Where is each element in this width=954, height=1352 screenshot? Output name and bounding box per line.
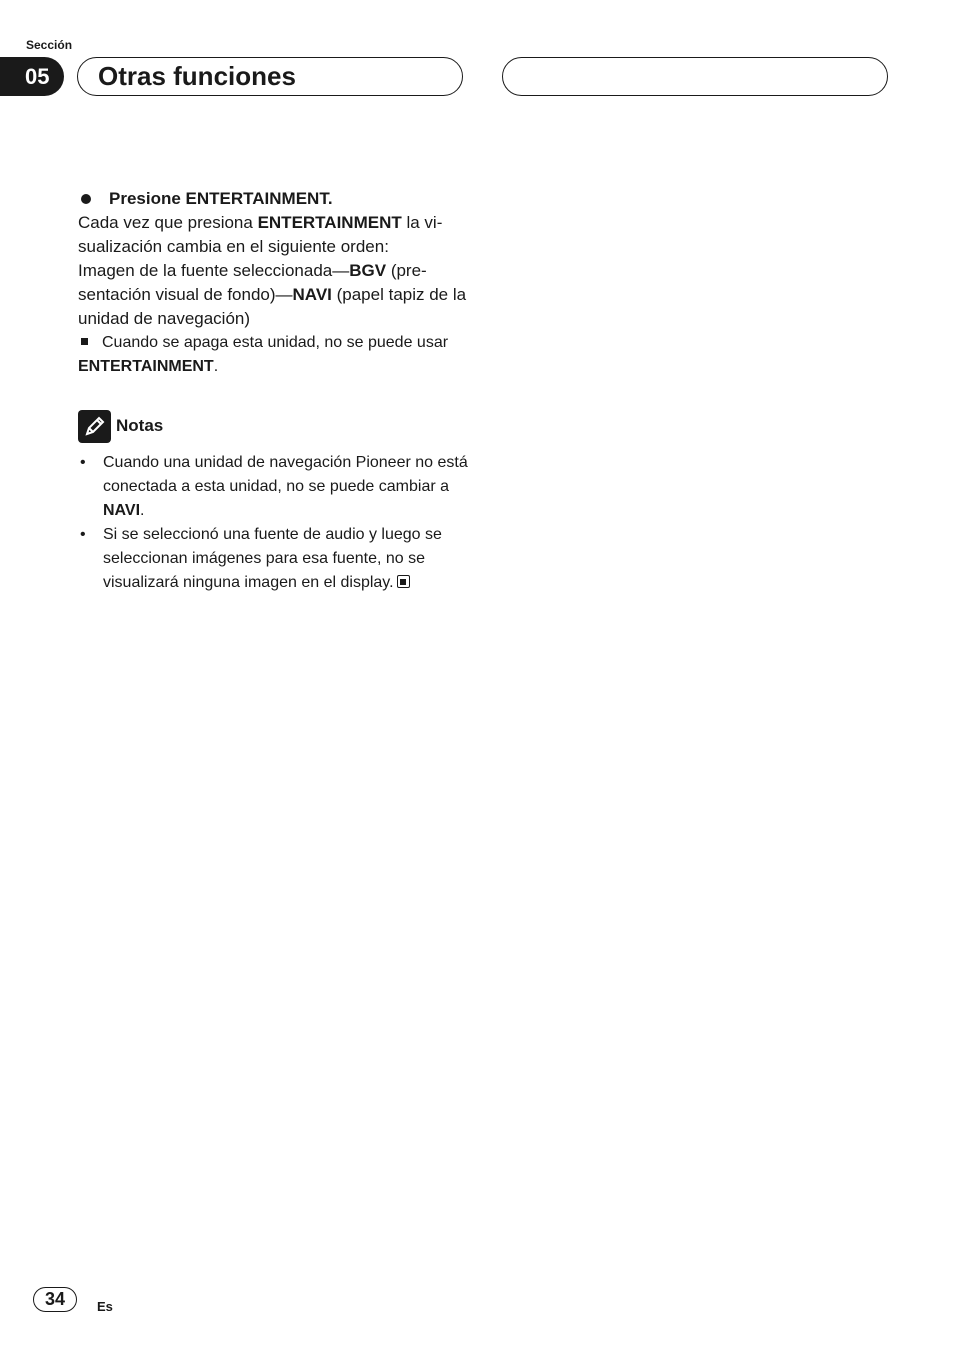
section-number-badge: 05 xyxy=(0,57,64,96)
language-code: Es xyxy=(97,1299,113,1314)
body-text-bold: NAVI xyxy=(292,285,332,304)
note-item-text: Si se seleccionó una fuente de audio y luego se seleccionan imágenes para esa fuente, no se visualizará ninguna imagen en el display. xyxy=(103,526,442,591)
page-number: 34 xyxy=(33,1287,77,1312)
body-text: Cada vez que presiona xyxy=(78,213,258,232)
bullet: • xyxy=(80,526,86,543)
list-item xyxy=(78,451,468,523)
square-bullet-icon xyxy=(81,338,88,345)
note-item-bold: NAVI xyxy=(103,502,141,519)
body-paragraph-1 xyxy=(78,211,468,259)
body-paragraph-2 xyxy=(78,259,468,331)
end-of-section-icon xyxy=(397,575,410,588)
pencil-icon xyxy=(78,410,111,443)
page-title: Otras funciones xyxy=(77,57,463,96)
note-item-text: . xyxy=(140,502,145,519)
notes-list xyxy=(78,451,468,595)
note-text: . xyxy=(213,358,219,375)
body-text: Imagen de la fuente seleccionada— xyxy=(78,261,350,280)
step-instruction xyxy=(78,187,468,211)
body-text-bold: ENTERTAINMENT xyxy=(257,213,402,232)
body-text: la vi-sualización cambia en el siguiente orden: xyxy=(78,213,443,256)
body-text-bold: BGV xyxy=(349,261,387,280)
notes-header xyxy=(78,409,468,443)
notes-title: Notas xyxy=(116,416,164,435)
bullet: • xyxy=(80,454,86,471)
header-right-frame xyxy=(502,57,888,96)
small-note xyxy=(78,331,468,379)
note-text: Cuando se apaga esta unidad, no se puede usar xyxy=(102,334,449,351)
step-bullet-icon xyxy=(81,194,91,204)
section-label: Sección xyxy=(26,38,73,52)
note-item-text: Cuando una unidad de navegación Pioneer no está conectada a esta unidad, no se puede cambiar a xyxy=(103,454,468,495)
note-text-bold: ENTERTAINMENT xyxy=(78,358,214,375)
main-content xyxy=(78,187,468,595)
step-text: Presione ENTERTAINMENT. xyxy=(109,189,333,208)
list-item xyxy=(78,523,468,595)
body-text: (papel tapiz de la unidad de navegación) xyxy=(78,285,467,328)
body-text: (pre-sentación visual de fondo)— xyxy=(78,261,427,304)
